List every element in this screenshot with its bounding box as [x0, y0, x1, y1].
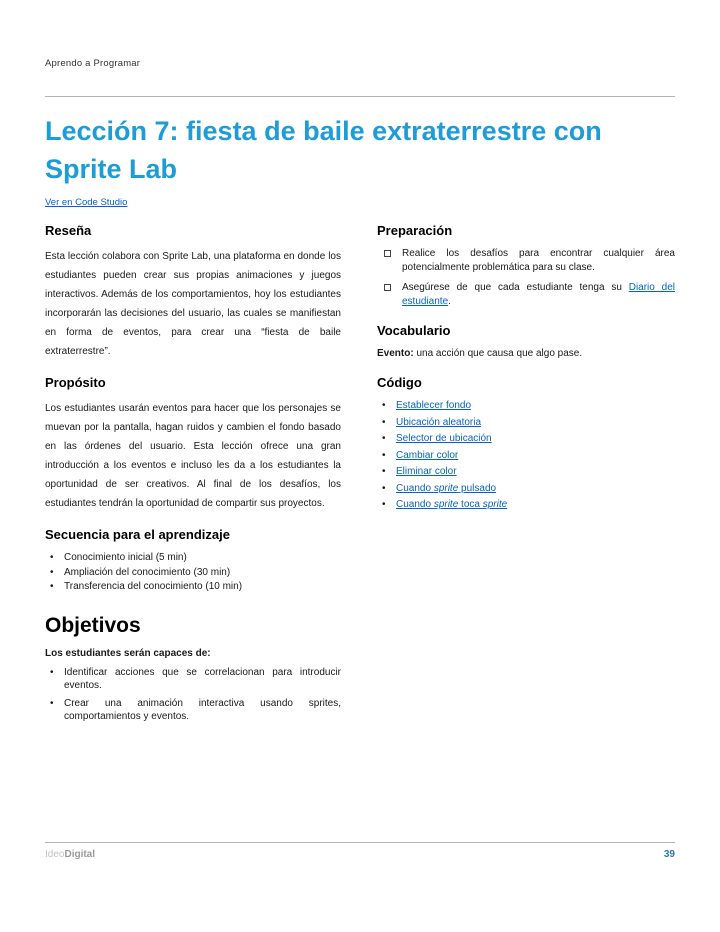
list-item [377, 399, 675, 413]
list-item: • Ampliación del conocimiento (30 min) [45, 566, 341, 580]
preparacion-item-text: Asegúrese de que cada estudiante tenga su [402, 282, 629, 293]
preparacion-heading: Preparación [377, 223, 453, 238]
vocabulario-heading: Vocabulario [377, 323, 451, 338]
right-column [377, 223, 675, 728]
codigo-heading: Código [377, 375, 422, 390]
list-item: • Identificar acciones que se correlacionan para introducir eventos. [45, 666, 341, 693]
codigo-link-establecer-fondo[interactable]: Establecer fondo [396, 400, 472, 411]
codigo-link-eliminar-color[interactable]: Eliminar color [396, 466, 457, 477]
codigo-list [377, 399, 675, 512]
list-item: • Conocimiento inicial (5 min) [45, 551, 341, 565]
preparacion-list [377, 247, 675, 309]
preparacion-item-text: . [448, 296, 451, 307]
resena-body: Esta lección colabora con Sprite Lab, una plataforma en donde los estudiantes pueden crear sus propias animaciones y juegos interactivos. Además de los comportamientos, hoy los estudiantes incorporarán las decisiones del usuario, las cuales se manifiestan en forma de eventos, para crear una “fiesta de baile extraterrestre”. [45, 251, 341, 357]
vocab-definition: una acción que causa que algo pase. [413, 348, 583, 359]
list-item [377, 247, 675, 275]
list-item [377, 465, 675, 479]
brand-digital: Digital [64, 849, 96, 860]
codigo-link-cambiar-color[interactable]: Cambiar color [396, 449, 459, 461]
codigo-link-selector-ubicacion[interactable]: Selector de ubicación [396, 433, 492, 444]
codigo-link-cuando-sprite-pulsado[interactable]: Cuando sprite pulsado [396, 482, 497, 494]
codigo-link-cuando-sprite-toca-sprite[interactable]: Cuando sprite toca sprite [396, 499, 508, 510]
vocabulario-entry [377, 347, 675, 361]
brand-ideo: Ideo [45, 849, 65, 860]
secuencia-list [45, 551, 341, 594]
left-column [45, 223, 341, 728]
list-item [377, 416, 675, 430]
list-item [377, 498, 675, 512]
page-footer [45, 842, 675, 860]
running-header: Aprendo a Programar [45, 58, 141, 69]
proposito-body: Los estudiantes usarán eventos para hacer que los personajes se muevan por la pantalla, hagan ruidos y cambien el fondo basado en las órdenes del usuario. Esta lección ofrece una gran introducción a los eventos e incluso les da a los estudiantes la oportunidad de ser creativos. Al final de los desafíos, los estudiantes tendrán la oportunidad de compartir sus proyectos. [45, 403, 341, 509]
code-studio-link[interactable]: Ver en Code Studio [45, 197, 128, 208]
diario-estudiante-link[interactable]: Diario del estudiante [402, 282, 675, 307]
footer-brand [45, 849, 95, 860]
objetivos-heading: Objetivos [45, 613, 141, 637]
page-number: 39 [663, 849, 675, 860]
list-item [377, 482, 675, 496]
vocab-term: Evento: [377, 348, 414, 359]
list-item [377, 281, 675, 309]
footer-divider [45, 842, 675, 843]
list-item: • Transferencia del conocimiento (10 min) [45, 580, 341, 594]
list-item: • Crear una animación interactiva usando sprites, comportamientos y eventos. [45, 697, 341, 724]
page-title: Lección 7: fiesta de baile extraterrestre con Sprite Lab [45, 116, 602, 184]
secuencia-heading: Secuencia para el aprendizaje [45, 527, 230, 542]
list-item [377, 432, 675, 446]
proposito-heading: Propósito [45, 375, 106, 390]
two-column-layout [45, 223, 675, 728]
list-item [377, 449, 675, 463]
codigo-link-ubicacion-aleatoria[interactable]: Ubicación aleatoria [396, 416, 482, 428]
preparacion-item-text: Realice los desafíos para encontrar cualquier área potencialmente problemática para su clase. [402, 248, 675, 273]
header-divider [45, 96, 675, 97]
resena-heading: Reseña [45, 223, 92, 238]
objetivos-list [45, 666, 341, 724]
objetivos-intro: Los estudiantes serán capaces de: [45, 647, 211, 659]
